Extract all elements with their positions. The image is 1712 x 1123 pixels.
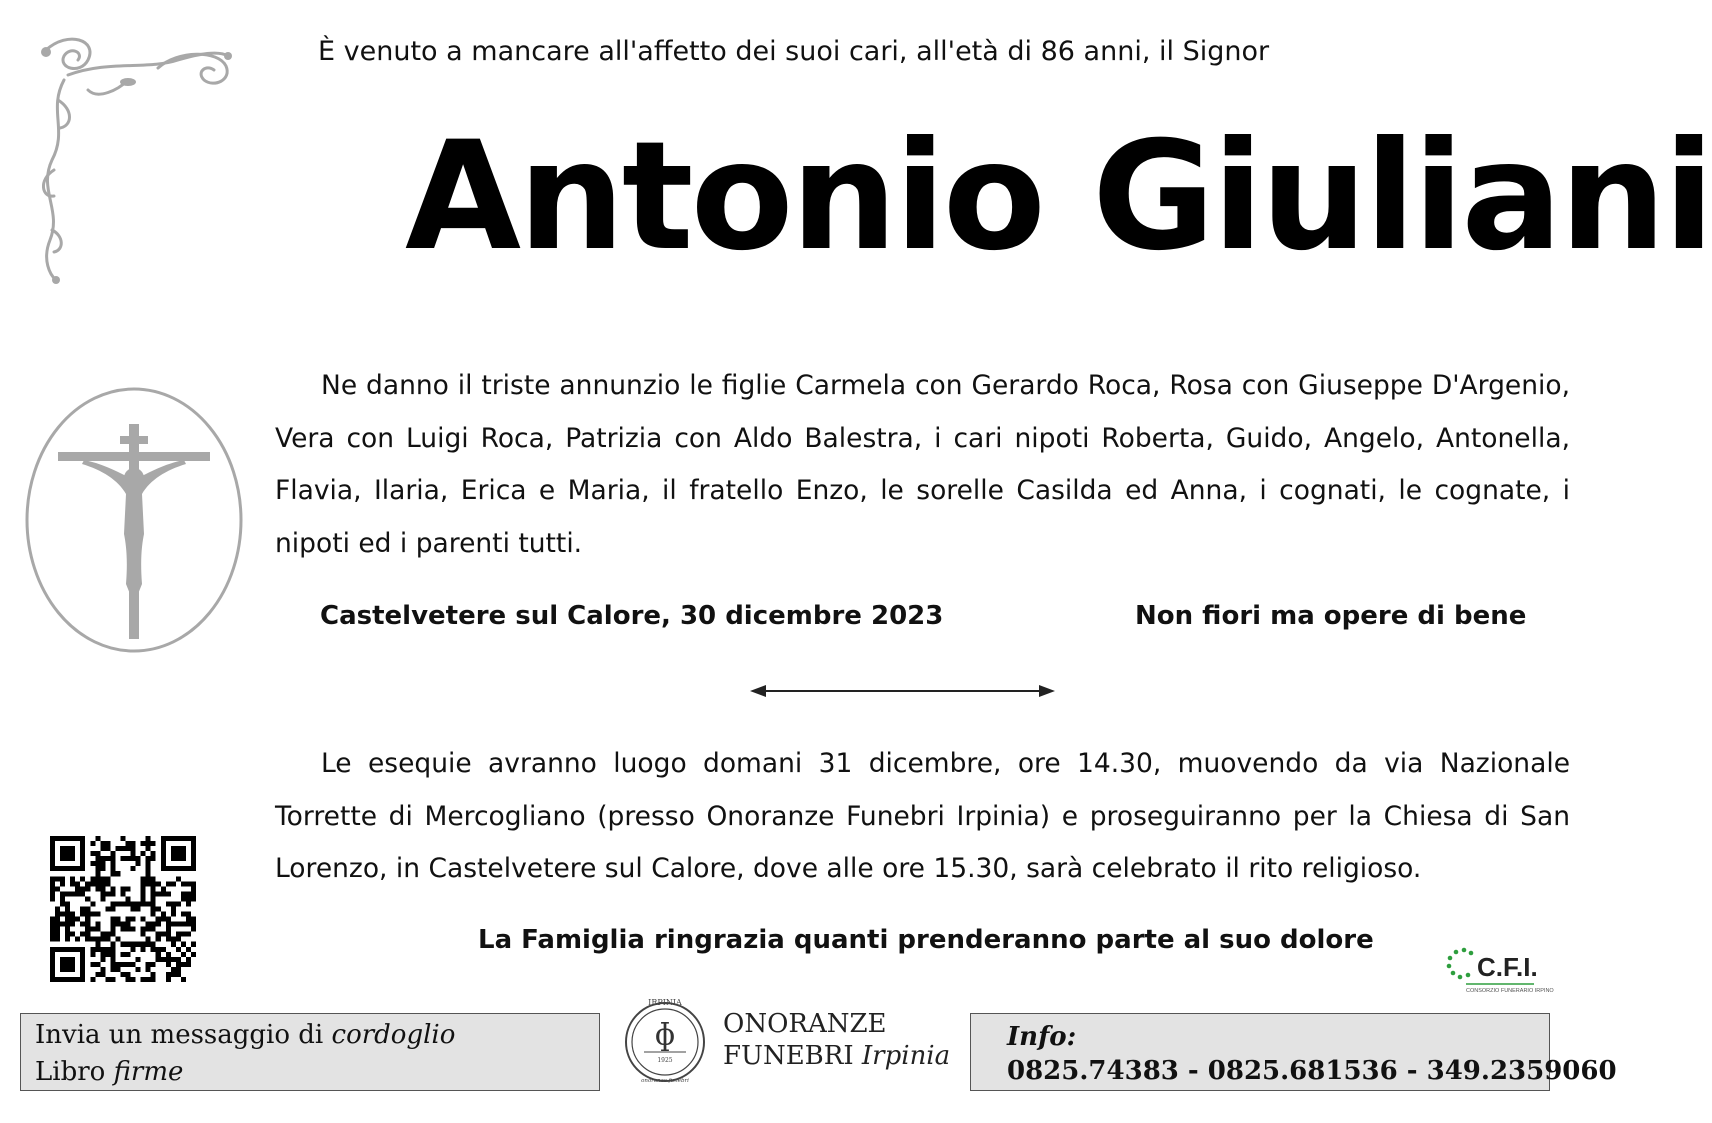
svg-text:IRPINIA: IRPINIA: [648, 998, 682, 1007]
place-date: Castelvetere sul Calore, 30 dicembre 2023: [320, 601, 944, 631]
qr-code[interactable]: [50, 836, 196, 982]
info-box: [970, 1013, 1617, 1091]
cfi-logo-text: C.F.I.: [1477, 952, 1538, 982]
svg-text:onoranze funebri: onoranze funebri: [641, 1078, 689, 1084]
flowers-note: Non fiori ma opere di bene: [1135, 601, 1527, 631]
agency-name-line1: ONORANZE: [723, 1009, 887, 1039]
condolence-link[interactable]: Invia un messaggio di cordoglio: [35, 1020, 456, 1050]
thanks-text: La Famiglia ringrazia quanti prenderanno parte al suo dolore: [478, 925, 1374, 955]
corner-flourish-ornament: [28, 30, 238, 285]
agency-logo: [620, 992, 965, 1090]
svg-text:1925: 1925: [657, 1057, 673, 1064]
info-phones[interactable]: 0825.74383 - 0825.681536 - 349.2359060: [1007, 1056, 1617, 1086]
announcement-text: Ne danno il triste annunzio le figlie Carmela con Gerardo Roca, Rosa con Giuseppe D'Argenio, Vera con Luigi Roca, Patrizia con Aldo Balestra, i cari nipoti Roberta, Guido, Angelo, Antonella, Flavia, Ilaria, Erica e Maria, il fratello Enzo, le sorelle Casilda ed Anna, i cognati, le cognate, i nipoti ed i parenti tutti.: [275, 370, 1570, 559]
funeral-text: Le esequie avranno luogo domani 31 dicembre, ore 14.30, muovendo da via Nazionale Torrette di Mercogliano (presso Onoranze Funebri Irpinia) e proseguiranno per la Chiesa di San Lorenzo, in Castelvetere sul Calore, dove alle ore 15.30, sarà celebrato il rito religioso.: [275, 748, 1570, 884]
cfi-logo: [1444, 944, 1554, 996]
condolence-box[interactable]: [20, 1013, 600, 1091]
intro-text: È venuto a mancare all'affetto dei suoi cari, all'età di 86 anni, il Signor: [318, 36, 1270, 67]
svg-text:ɸ: ɸ: [654, 1018, 676, 1053]
deceased-name: Antonio Giuliani: [405, 110, 1712, 284]
cfi-logo-subtext: CONSORZIO FUNERARIO IRPINO: [1466, 988, 1554, 994]
funeral-paragraph: [275, 738, 1570, 896]
double-arrow-divider: [750, 680, 1055, 702]
info-label: Info:: [1007, 1022, 1077, 1052]
agency-name-line2: FUNEBRI Irpinia: [723, 1041, 951, 1071]
guestbook-link[interactable]: Libro firme: [35, 1057, 184, 1087]
crucifix-icon: [22, 384, 248, 656]
announcement-paragraph: [275, 360, 1570, 570]
agency-seal-icon: [620, 992, 720, 1090]
